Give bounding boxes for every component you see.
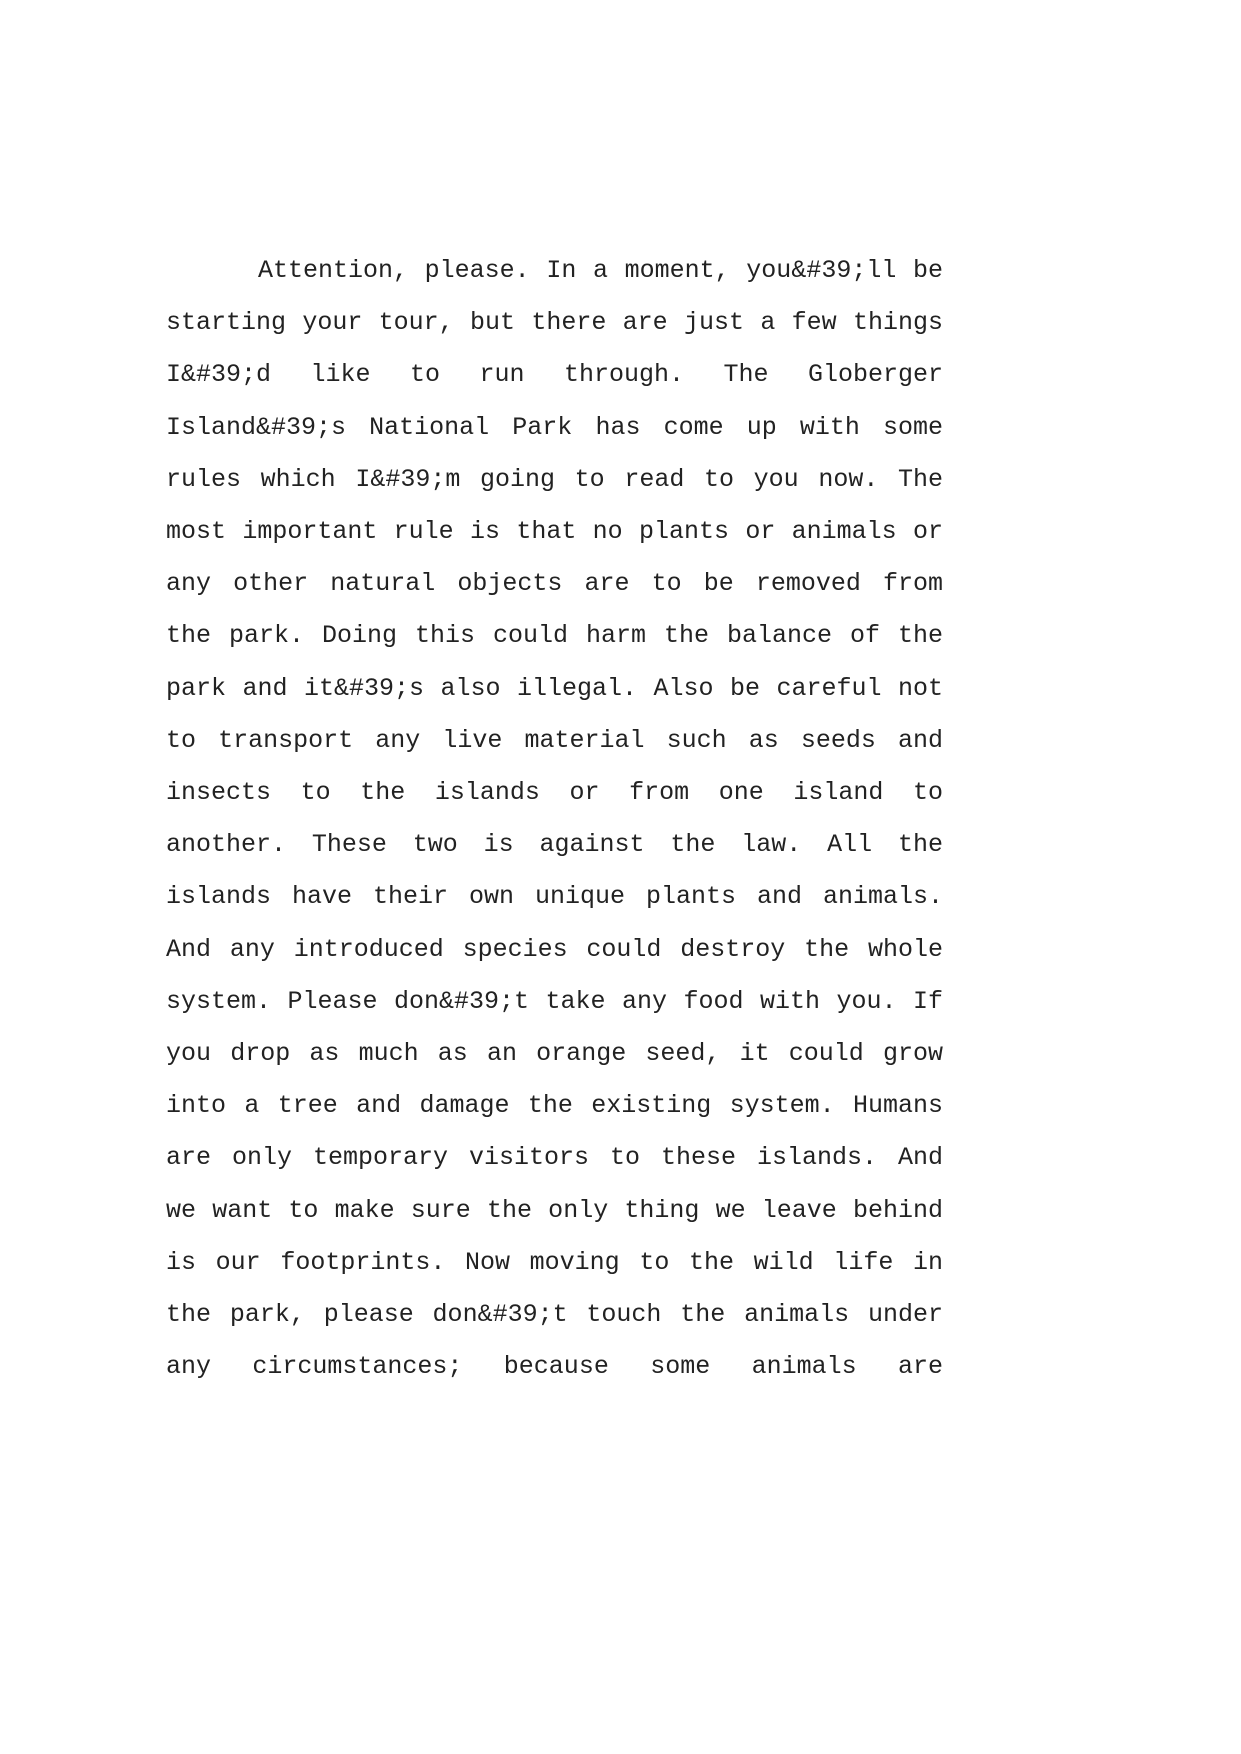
paragraph-line: I&#39;d like to run through. The Globerger [166, 360, 943, 390]
paragraph-line: Island&#39;s National Park has come up with some [166, 412, 943, 442]
paragraph-line: the park, please don&#39;t touch the animals under [166, 1300, 943, 1330]
paragraph-line: any circumstances; because some animals are [166, 1352, 943, 1382]
paragraph-line: you drop as much as an orange seed, it could grow [166, 1039, 943, 1069]
paragraph-line: most important rule is that no plants or animals or [166, 517, 943, 547]
paragraph-line: system. Please don&#39;t take any food with you. If [166, 986, 943, 1016]
paragraph-line: another. These two is against the law. All the [166, 830, 943, 860]
paragraph-line: we want to make sure the only thing we leave behind [166, 1195, 943, 1225]
paragraph-line: the park. Doing this could harm the balance of the [166, 621, 943, 651]
paragraph-line: park and it&#39;s also illegal. Also be careful not [166, 673, 943, 703]
paragraph-line: starting your tour, but there are just a few things [166, 308, 943, 338]
paragraph-line: rules which I&#39;m going to read to you now. The [166, 464, 943, 494]
document-body [166, 245, 943, 1393]
paragraph-line: is our footprints. Now moving to the wild life in [166, 1247, 943, 1277]
paragraph-line: insects to the islands or from one island to [166, 778, 943, 808]
paragraph-first-line: Attention, please. In a moment, you&#39;ll be [258, 256, 943, 285]
paragraph-line: islands have their own unique plants and animals. [166, 882, 943, 912]
paragraph-line: into a tree and damage the existing system. Humans [166, 1091, 943, 1121]
paragraph-line: any other natural objects are to be removed from [166, 569, 943, 599]
paragraph-line: And any introduced species could destroy the whole [166, 934, 943, 964]
paragraph-line: to transport any live material such as seeds and [166, 725, 943, 755]
paragraph-line: are only temporary visitors to these islands. And [166, 1143, 943, 1173]
